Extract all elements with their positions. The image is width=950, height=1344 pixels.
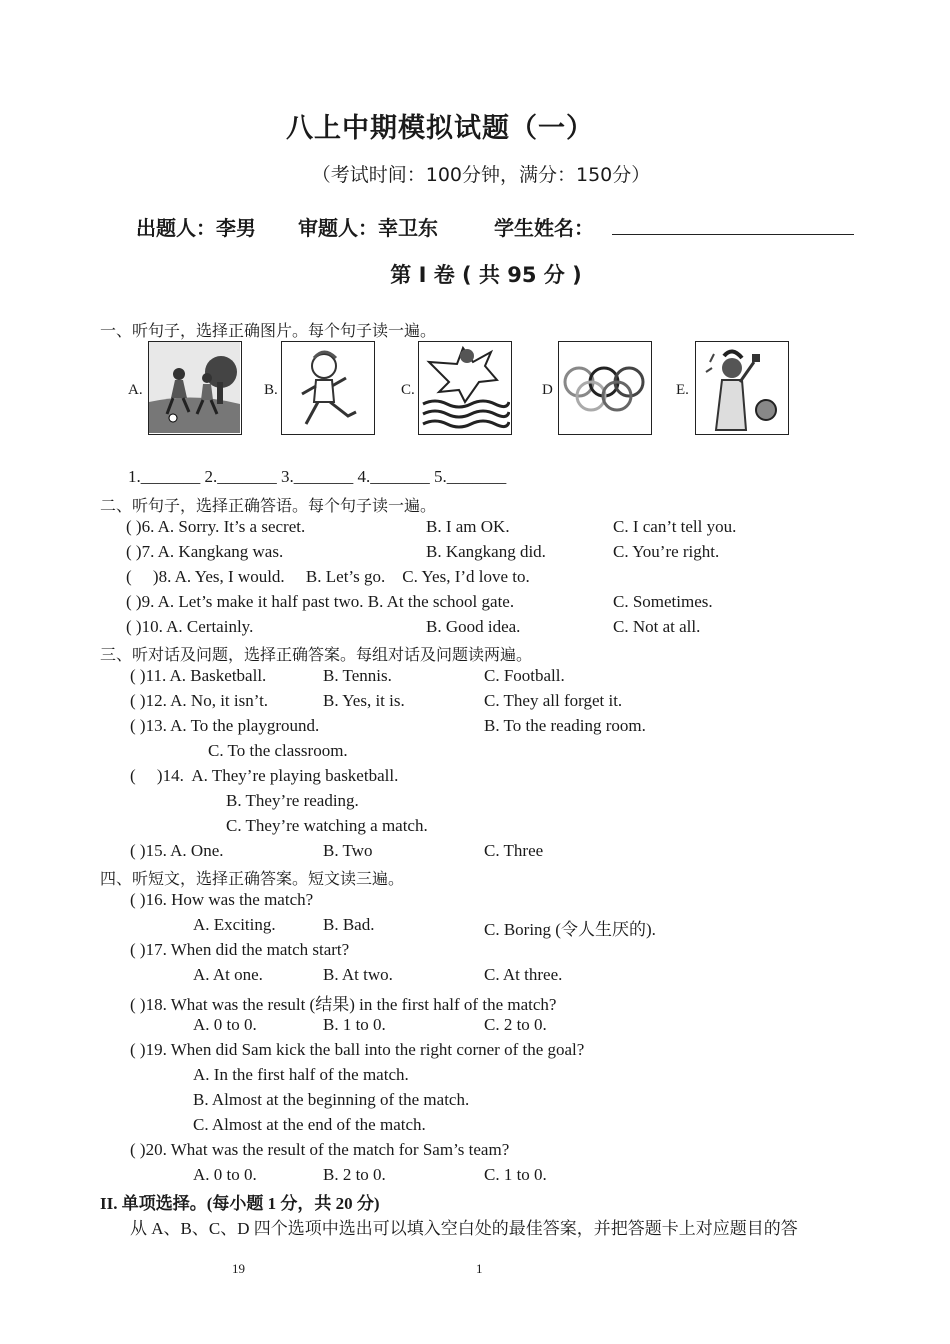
picture-label-b: B. (264, 382, 278, 398)
student-name-label: 学生姓名： (494, 216, 594, 240)
q20-question: ( )20. What was the result of the match for Sam’s team? (130, 1140, 510, 1159)
picture-label-a: A. (128, 382, 143, 398)
q18-question: ( )18. What was the result (结果) in the first half of the match? (130, 995, 557, 1014)
reviewer-label: 审题人：幸卫东 (298, 216, 438, 240)
q20-option-a[interactable]: A. 0 to 0. (193, 1165, 257, 1184)
q14-option-a[interactable]: ( )14. A. They’re playing basketball. (130, 766, 399, 785)
section1-heading: 一、听句子，选择正确图片。每个句子读一遍。 (100, 321, 437, 340)
footer-left-number: 19 (232, 1261, 245, 1276)
running-boy-image (281, 341, 375, 435)
picture-label-c: C. (401, 382, 415, 398)
q8-options[interactable]: ( )8. A. Yes, I would. B. Let’s go. C. Yes, I’d love to. (126, 567, 530, 586)
page-number: 1 (476, 1261, 483, 1276)
q12-option-b[interactable]: B. Yes, it is. (323, 691, 405, 710)
q9-option-ab[interactable]: ( )9. A. Let’s make it half past two. B. At the school gate. (126, 592, 515, 611)
q11-option-a[interactable]: ( )11. A. Basketball. (130, 666, 267, 685)
picture-label-e: E. (676, 382, 689, 398)
q15-option-c[interactable]: C. Three (484, 841, 544, 860)
q19-option-a[interactable]: A. In the first half of the match. (193, 1065, 409, 1084)
q19-question: ( )19. When did Sam kick the ball into the right corner of the goal? (130, 1040, 585, 1059)
q19-option-c[interactable]: C. Almost at the end of the match. (193, 1115, 426, 1134)
q20-option-b[interactable]: B. 2 to 0. (323, 1165, 386, 1184)
q13-option-a[interactable]: ( )13. A. To the playground. (130, 716, 320, 735)
q20-option-c[interactable]: C. 1 to 0. (484, 1165, 547, 1184)
q15-option-a[interactable]: ( )15. A. One. (130, 841, 224, 860)
swimmer-splash-image (418, 341, 512, 435)
q17-question: ( )17. When did the match start? (130, 940, 350, 959)
q7-option-c[interactable]: C. You’re right. (613, 542, 720, 561)
singer-image (695, 341, 789, 435)
q12-option-c[interactable]: C. They all forget it. (484, 691, 623, 710)
section1-answer-blanks[interactable]: 1._______ 2._______ 3._______ 4._______ 5._______ (128, 467, 507, 486)
exam-subtitle: （考试时间：100分钟，满分：150分） (311, 164, 651, 186)
q10-option-a[interactable]: ( )10. A. Certainly. (126, 617, 254, 636)
q11-option-c[interactable]: C. Football. (484, 666, 565, 685)
section5-heading: II. 单项选择。(每小题 1 分，共 20 分) (100, 1194, 380, 1213)
section3-heading: 三、听对话及问题，选择正确答案。每组对话及问题读两遍。 (100, 645, 533, 664)
section5-instruction: 从 A、B、C、D 四个选项中选出可以填入空白处的最佳答案，并把答题卡上对应题目的答 (130, 1219, 798, 1238)
olympic-rings-image (558, 341, 652, 435)
q9-option-c[interactable]: C. Sometimes. (613, 592, 713, 611)
section4-heading: 四、听短文，选择正确答案。短文读三遍。 (100, 869, 405, 888)
q6-option-c[interactable]: C. I can’t tell you. (613, 517, 737, 536)
q16-option-b[interactable]: B. Bad. (323, 915, 375, 934)
q14-option-b[interactable]: B. They’re reading. (226, 791, 359, 810)
q17-option-b[interactable]: B. At two. (323, 965, 393, 984)
setter-label: 出题人：李男 (136, 216, 256, 240)
picture-label-d: D (542, 382, 553, 398)
q7-option-b[interactable]: B. Kangkang did. (426, 542, 546, 561)
q6-option-a[interactable]: ( )6. A. Sorry. It’s a secret. (126, 517, 306, 536)
q15-option-b[interactable]: B. Two (323, 841, 373, 860)
q6-option-b[interactable]: B. I am OK. (426, 517, 510, 536)
q14-option-c[interactable]: C. They’re watching a match. (226, 816, 428, 835)
q12-option-a[interactable]: ( )12. A. No, it isn’t. (130, 691, 269, 710)
q17-option-c[interactable]: C. At three. (484, 965, 563, 984)
q13-option-c[interactable]: C. To the classroom. (208, 741, 348, 760)
q16-option-a[interactable]: A. Exciting. (193, 915, 276, 934)
exam-title: 八上中期模拟试题（一） (286, 113, 594, 144)
q16-option-c[interactable]: C. Boring (令人生厌的). (484, 920, 656, 939)
q18-option-b[interactable]: B. 1 to 0. (323, 1015, 386, 1034)
part-title: 第 I 卷 ( 共 95 分 ) (390, 263, 582, 287)
q10-option-c[interactable]: C. Not at all. (613, 617, 701, 636)
q19-option-b[interactable]: B. Almost at the beginning of the match. (193, 1090, 470, 1109)
section2-heading: 二、听句子，选择正确答语。每个句子读一遍。 (100, 496, 437, 515)
q13-option-b[interactable]: B. To the reading room. (484, 716, 646, 735)
q16-question: ( )16. How was the match? (130, 890, 314, 909)
q11-option-b[interactable]: B. Tennis. (323, 666, 392, 685)
soccer-players-image (148, 341, 242, 435)
q18-option-c[interactable]: C. 2 to 0. (484, 1015, 547, 1034)
q17-option-a[interactable]: A. At one. (193, 965, 263, 984)
q10-option-b[interactable]: B. Good idea. (426, 617, 521, 636)
q18-option-a[interactable]: A. 0 to 0. (193, 1015, 257, 1034)
q7-option-a[interactable]: ( )7. A. Kangkang was. (126, 542, 284, 561)
student-name-blank[interactable] (612, 234, 854, 235)
